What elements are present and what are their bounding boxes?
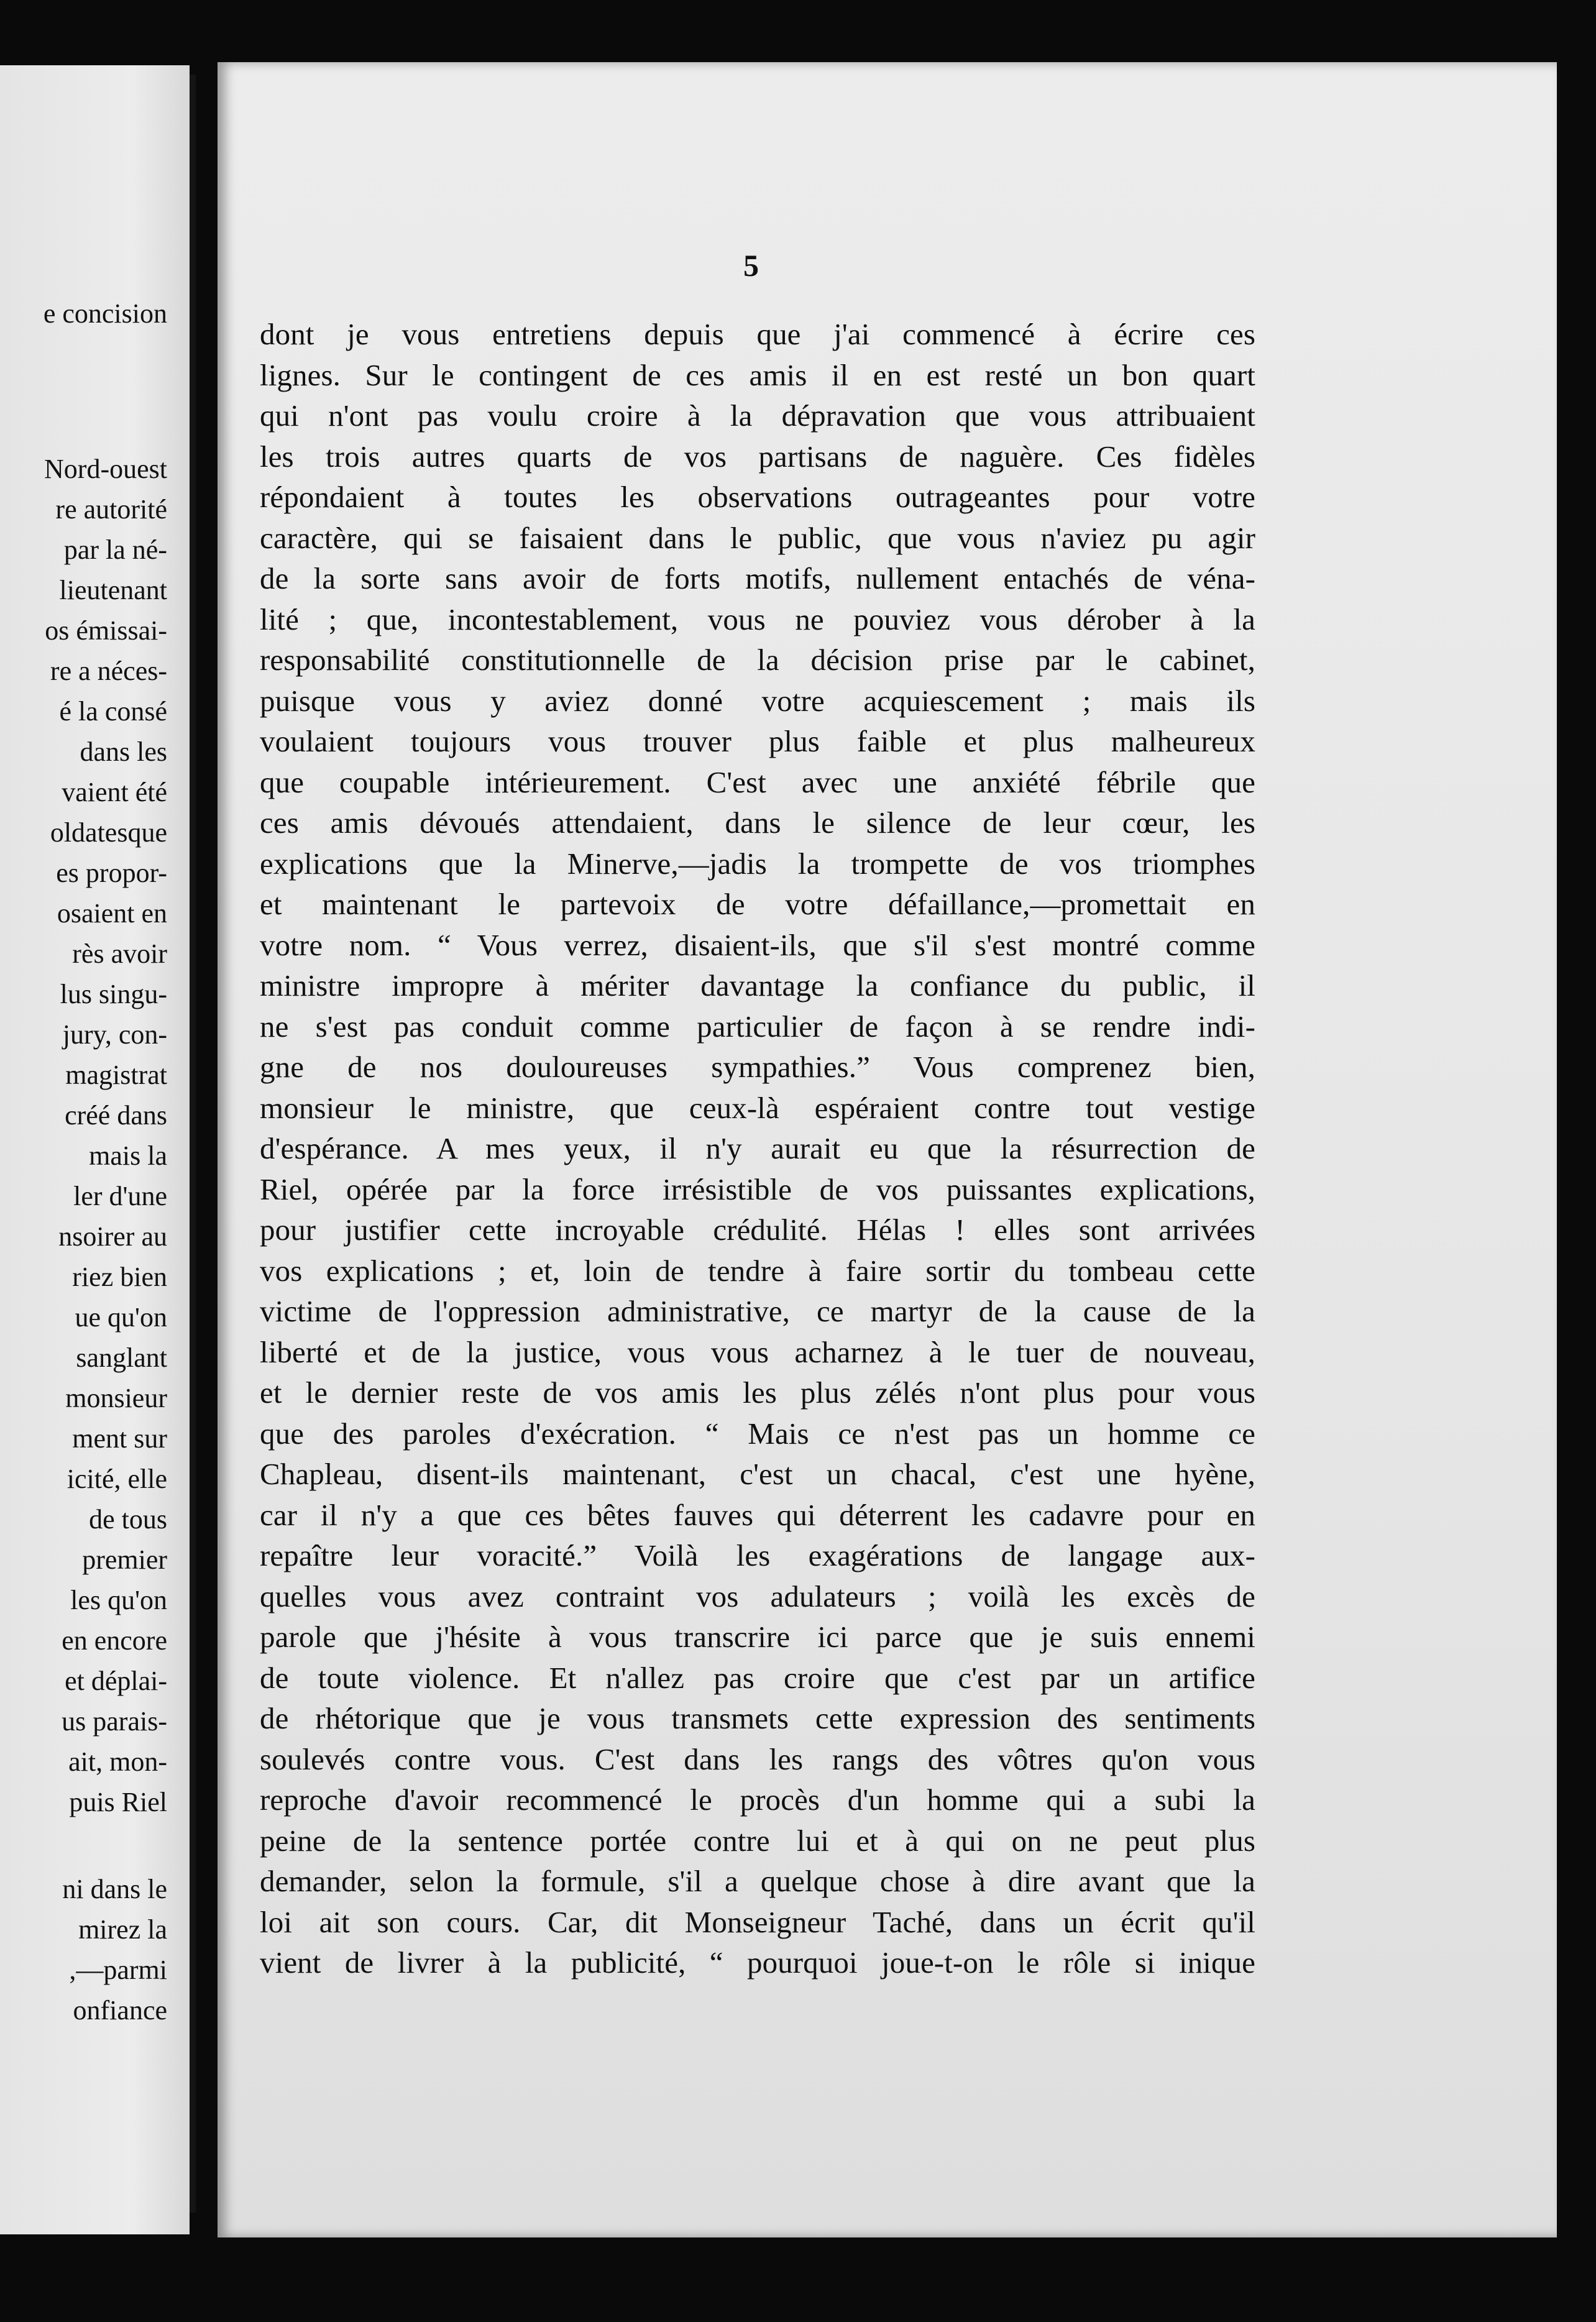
text-line: que des paroles d'exécration. “ Mais ce n'est pas un homme ce — [260, 1416, 1255, 1451]
left-page-line: ment sur — [72, 1423, 167, 1454]
left-page-line: vaient été — [62, 777, 167, 807]
left-page-line: é la consé — [59, 696, 167, 727]
left-page-line: de tous — [89, 1504, 167, 1535]
text-line: vient de livrer à la publicité, “ pourquoi joue-t-on le rôle si inique — [260, 1945, 1255, 1980]
text-line: reproche d'avoir recommencé le procès d'un homme qui a subi la — [260, 1783, 1255, 1817]
text-line: quelles vous avez contraint vos adulateurs ; voilà les excès de — [260, 1579, 1255, 1613]
text-line: gne de nos douloureuses sympathies.” Vous comprenez bien, — [260, 1050, 1255, 1084]
text-line: repaître leur voracité.” Voilà les exagérations de langage aux- — [260, 1538, 1255, 1572]
text-line: et maintenant le partevoix de votre défaillance,—promettait en — [260, 887, 1255, 921]
left-page-line: ni dans le — [62, 1874, 167, 1904]
text-line: Chapleau, disent-ils maintenant, c'est un chacal, c'est une hyène, — [260, 1457, 1255, 1491]
left-page-line: es propor- — [56, 858, 167, 888]
left-page-line: onfiance — [73, 1995, 167, 2026]
text-line: qui n'ont pas voulu croire à la dépravation que vous attribuaient — [260, 398, 1255, 433]
text-line: puisque vous y aviez donné votre acquiescement ; mais ils — [260, 683, 1255, 718]
left-page-line: e concision — [43, 298, 167, 329]
left-page-line: les qu'on — [70, 1585, 167, 1615]
text-line: les trois autres quarts de vos partisans de naguère. Ces fidèles — [260, 439, 1255, 474]
left-page-line: puis Riel — [69, 1787, 167, 1817]
text-line: de la sorte sans avoir de forts motifs, nullement entachés de véna- — [260, 561, 1255, 595]
left-page-line: ue qu'on — [75, 1302, 167, 1333]
previous-page-fragment — [0, 65, 190, 2234]
text-line: loi ait son cours. Car, dit Monseigneur Taché, dans un écrit qu'il — [260, 1904, 1255, 1939]
text-line: d'espérance. A mes yeux, il n'y aurait eu que la résurrection de — [260, 1131, 1255, 1165]
left-page-line: ait, mon- — [68, 1746, 167, 1777]
left-page-line: par la né- — [63, 535, 167, 565]
text-line: victime de l'oppression administrative, ce martyr de la cause de la — [260, 1294, 1255, 1328]
text-line: lignes. Sur le contingent de ces amis il en est resté un bon quart — [260, 357, 1255, 392]
text-line: demander, selon la formule, s'il a quelque chose à dire avant que la — [260, 1864, 1255, 1898]
left-page-line: mais la — [89, 1140, 167, 1171]
text-line: de toute violence. Et n'allez pas croire que c'est par un artifice — [260, 1660, 1255, 1695]
text-line: vos explications ; et, loin de tendre à faire sortir du tombeau cette — [260, 1253, 1255, 1288]
left-page-line: lus singu- — [60, 979, 167, 1009]
text-line: parole que j'hésite à vous transcrire ici parce que je suis ennemi — [260, 1620, 1255, 1654]
left-page-line: riez bien — [72, 1262, 167, 1292]
left-page-line: magistrat — [65, 1060, 167, 1090]
left-page-line: sanglant — [76, 1342, 167, 1373]
left-page-line: nsoirer au — [58, 1221, 167, 1252]
text-line: Riel, opérée par la force irrésistible de vos puissantes explications, — [260, 1172, 1255, 1206]
body-text — [260, 314, 1255, 1983]
left-page-line: premier — [82, 1544, 167, 1575]
left-page-line: mirez la — [78, 1914, 167, 1945]
left-page-line: osaient en — [57, 898, 167, 929]
text-line: car il n'y a que ces bêtes fauves qui déterrent les cadavre pour en — [260, 1497, 1255, 1532]
left-page-line: créé dans — [65, 1100, 167, 1131]
text-line: peine de la sentence portée contre lui et à qui on ne peut plus — [260, 1823, 1255, 1858]
left-page-line: en encore — [62, 1625, 167, 1656]
left-page-line: os émissai- — [45, 615, 167, 646]
left-page-line: lieutenant — [59, 575, 167, 605]
left-page-line: monsieur — [65, 1383, 167, 1413]
text-line: que coupable intérieurement. C'est avec une anxiété fébrile que — [260, 764, 1255, 799]
left-page-line: re a néces- — [50, 656, 167, 686]
left-page-line: ,—parmi — [69, 1955, 167, 1985]
text-line: de rhétorique que je vous transmets cette expression des sentiments — [260, 1701, 1255, 1735]
text-line: dont je vous entretiens depuis que j'ai commencé à écrire ces — [260, 317, 1255, 351]
left-page-line: us parais- — [62, 1706, 167, 1737]
text-line: pour justifier cette incroyable crédulité. Hélas ! elles sont arrivées — [260, 1213, 1255, 1247]
left-page-line: oldatesque — [50, 817, 167, 848]
text-line: et le dernier reste de vos amis les plus zélés n'ont plus pour vous — [260, 1375, 1255, 1410]
text-line: responsabilité constitutionnelle de la décision prise par le cabinet, — [260, 643, 1255, 677]
text-line: voulaient toujours vous trouver plus faible et plus malheureux — [260, 724, 1255, 758]
left-page-line: et déplai- — [65, 1666, 167, 1696]
text-line: ces amis dévoués attendaient, dans le silence de leur cœur, les — [260, 805, 1255, 840]
text-line: lité ; que, incontestablement, vous ne pouviez vous dérober à la — [260, 602, 1255, 636]
left-page-line: jury, con- — [62, 1019, 167, 1050]
text-line: ne s'est pas conduit comme particulier de façon à se rendre indi- — [260, 1009, 1255, 1044]
left-page-line: icité, elle — [66, 1464, 167, 1494]
left-page-line: dans les — [80, 737, 167, 767]
left-page-line: Nord-ouest — [44, 454, 167, 484]
page-gutter — [190, 75, 196, 2213]
text-line: votre nom. “ Vous verrez, disaient-ils, que s'il s'est montré comme — [260, 927, 1255, 962]
text-line: soulevés contre vous. C'est dans les rangs des vôtres qu'on vous — [260, 1742, 1255, 1776]
text-line: monsieur le ministre, que ceux-là espéraient contre tout vestige — [260, 1090, 1255, 1125]
left-page-line: re autorité — [55, 494, 167, 525]
text-line: caractère, qui se faisaient dans le public, que vous n'aviez pu agir — [260, 520, 1255, 555]
text-line: répondaient à toutes les observations outrageantes pour votre — [260, 480, 1255, 514]
page-number: 5 — [743, 248, 759, 283]
text-line: liberté et de la justice, vous vous acharnez à le tuer de nouveau, — [260, 1334, 1255, 1369]
left-page-line: ler d'une — [73, 1181, 167, 1211]
text-line: ministre impropre à mériter davantage la confiance du public, il — [260, 968, 1255, 1003]
text-line: explications que la Minerve,—jadis la trompette de vos triomphes — [260, 846, 1255, 881]
left-page-line: rès avoir — [72, 938, 167, 969]
